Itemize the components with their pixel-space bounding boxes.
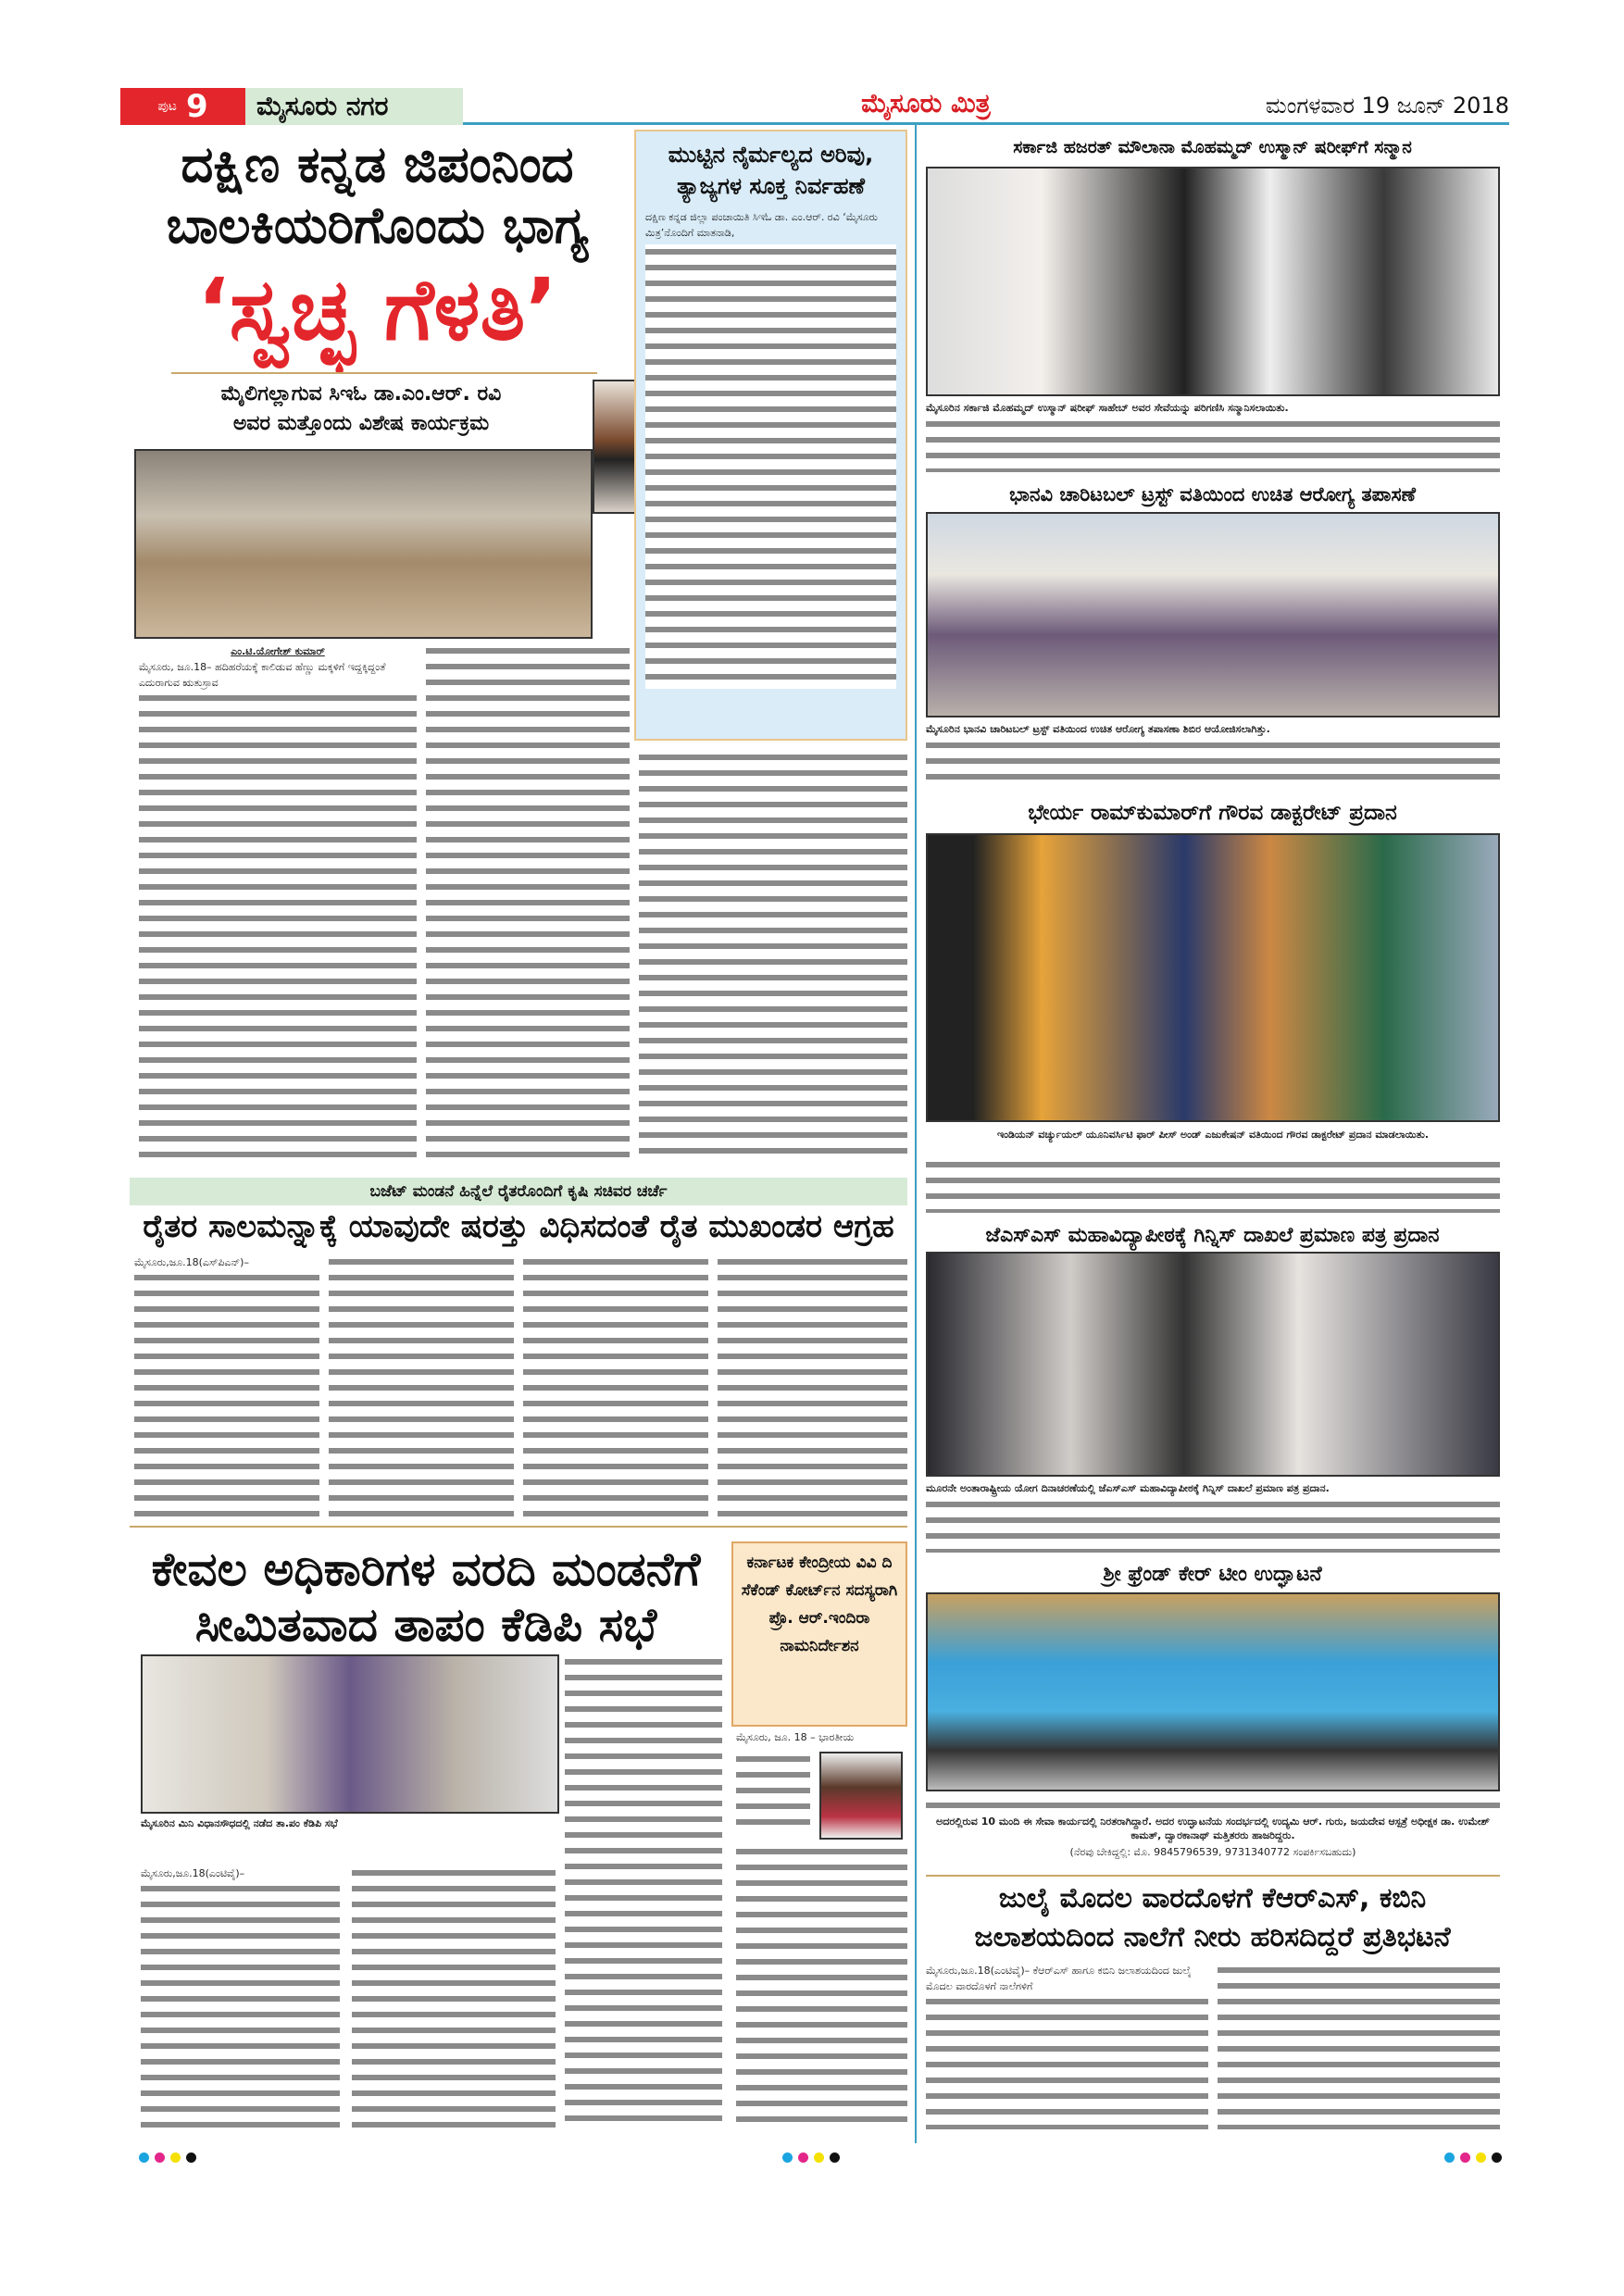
page-number: 9 bbox=[185, 88, 208, 125]
right-story-4-caption: ಮೂರನೇ ಅಂತಾರಾಷ್ಟ್ರೀಯ ಯೋಗ ದಿನಾಚರಣೆಯಲ್ಲಿ ಜೆಎಸ್‌ಎಸ್ ಮಹಾವಿದ್ಯಾಪೀಠಕ್ಕೆ ಗಿನ್ನಿಸ್ ದಾಖಲೆ ಪ್ರಮಾಣ ಪತ್ರ ಪ್ರದಾನ. bbox=[926, 1482, 1330, 1494]
right-story-2-caption: ಮೈಸೂರಿನ ಭಾನವಿ ಚಾರಿಟಬಲ್ ಟ್ರಸ್ಟ್ ವತಿಯಿಂದ ಉಚಿತ ಆರೋಗ್ಯ ತಪಾಸಣಾ ಶಿಬಿರ ಆಯೋಜಿಸಲಾಗಿತ್ತು. bbox=[926, 723, 1270, 735]
color-registration-marks bbox=[1444, 2152, 1502, 2163]
krs-headline bbox=[923, 1879, 1502, 1957]
sidebar-box bbox=[634, 130, 907, 741]
masthead-logo: ಮೈಸೂರು ಮಿತ್ರ bbox=[861, 88, 991, 119]
right-story-4-headline: ಜೆಎಸ್‌ಎಸ್ ಮಹಾವಿದ್ಯಾಪೀಠಕ್ಕೆ ಗಿನ್ನಿಸ್ ದಾಖಲೆ ಪ್ರಮಾಣ ಪತ್ರ ಪ್ರದಾನ bbox=[985, 1224, 1440, 1247]
kdp-headline-line1: ಕೇವಲ ಅಧಿಕಾರಿಗಳ ವರದಿ ಮಂಡನೆಗೆ bbox=[151, 1542, 701, 1596]
sidebar-title: ಮುಟ್ಟಿನ ನೈರ್ಮಲ್ಯದ ಅರಿವು, ತ್ಯಾಜ್ಯಗಳ ಸೂಕ್ತ ನಿರ್ವಹಣೆ bbox=[668, 142, 874, 199]
lead-photo-rain-girl bbox=[134, 449, 593, 639]
kdp-body-col3 bbox=[565, 1654, 722, 2129]
right-story-2-caption-cont bbox=[926, 738, 1500, 789]
right-story-5-photo bbox=[926, 1592, 1500, 1791]
right-story-3-caption: ಇಂಡಿಯನ್ ವರ್ಚ್ಯುಯಲ್ ಯೂನಿವರ್ಸಿಟಿ ಫಾರ್ ಪೀಸ್ ಅಂಡ್ ಎಜುಕೇಷನ್ ವತಿಯಿಂದ ಗೌರವ ಡಾಕ್ಟರೇಟ್ ಪ್ರದಾನ ಮಾಡಲಾಯಿತು. bbox=[996, 1129, 1430, 1141]
kdp-caption: ಮೈಸೂರಿನ ಮಿನಿ ವಿಧಾನಸೌಧದಲ್ಲಿ ನಡೆದ ತಾ.ಪಂ ಕೆಡಿಪಿ ಸಭೆ bbox=[141, 1817, 338, 1829]
farmers-body-col2 bbox=[329, 1254, 514, 1518]
lead-headline-red: ‘ಸ್ವಚ್ಛ ಗೆಳತಿ’ bbox=[196, 260, 558, 359]
krs-body-col2 bbox=[1218, 1963, 1500, 2129]
indira-body bbox=[736, 1752, 810, 1830]
indira-body-start: ಮೈಸೂರು, ಜೂ. 18 – ಭಾರತೀಯ bbox=[736, 1731, 855, 1743]
krs-headline-line1: ಜುಲೈ ಮೊದಲ ವಾರದೊಳಗೆ ಕೆಆರ್‌ಎಸ್, ಕಬಿನಿ bbox=[998, 1882, 1427, 1915]
right-story-3-caption-cont bbox=[926, 1157, 1500, 1213]
indira-body-cont bbox=[736, 1844, 907, 2129]
sidebar-body-cont bbox=[639, 750, 907, 1157]
right-story-1-caption: ಮೈಸೂರಿನ ಸರ್ಕಾಜಿ ಮೊಹಮ್ಮದ್ ಉಸ್ಮಾನ್ ಷರೀಫ್ ಸಾಹೇಬ್ ಅವರ ಸೇವೆಯನ್ನು ಪರಿಗಣಿಸಿ ಸನ್ಮಾನಿಸಲಾಯಿತು. bbox=[926, 402, 1289, 414]
farmers-kicker: ಬಜೆಟ್ ಮಂಡನೆ ಹಿನ್ನೆಲೆ ರೈತರೊಂದಿಗೆ ಕೃಷಿ ಸಚಿವರ ಚರ್ಚೆ bbox=[130, 1178, 907, 1205]
krs-body-col1 bbox=[926, 1994, 1208, 2129]
farmers-body-col4 bbox=[718, 1254, 907, 1518]
kdp-body-start: ಮೈಸೂರು,ಜೂ.18(ಎಂಟಿವೈ)– bbox=[141, 1867, 245, 1879]
header-rule bbox=[463, 122, 1509, 125]
right-story-1-caption-cont bbox=[926, 417, 1500, 472]
right-story-5-headline: ಶ್ರೀ ಫ್ರೆಂಡ್ ಕೇರ್ ಟೀಂ ಉದ್ಘಾಟನೆ bbox=[1103, 1563, 1322, 1586]
right-story-5-caption-line1 bbox=[926, 1798, 1500, 1814]
kdp-body-col2 bbox=[352, 1866, 556, 2129]
color-registration-marks bbox=[139, 2152, 196, 2163]
page-label: ಪುಟ bbox=[157, 99, 177, 114]
kdp-headline-line2: ಸೀಮಿತವಾದ ತಾಪಂ ಕೆಡಿಪಿ ಸಭೆ bbox=[194, 1598, 657, 1652]
right-story-2-photo bbox=[926, 512, 1500, 718]
right-story-3-photo bbox=[926, 833, 1500, 1122]
issue-date: ಮಂಗಳವಾರ 19 ಜೂನ್ 2018 bbox=[1265, 93, 1509, 119]
right-story-4-caption-cont bbox=[926, 1497, 1500, 1553]
divider bbox=[171, 372, 597, 374]
right-story-5-contact: (ನೆರವು ಬೇಕಿದ್ದಲ್ಲಿ: ಮೊ. 9845796539, 9731340772 ಸಂಪರ್ಕಿಸಬಹುದು) bbox=[1069, 1846, 1356, 1858]
column-divider bbox=[915, 125, 917, 2143]
indira-title: ಕರ್ನಾಟಕ ಕೇಂದ್ರೀಯ ವಿವಿ ದಿ ಸೆಕೆಂಡ್ ಕೋರ್ಟ್‌ನ ಸದಸ್ಯರಾಗಿ ಪ್ರೊ. ಆರ್.ಇಂದಿರಾ ನಾಮನಿರ್ದೇಶನ bbox=[741, 1554, 898, 1655]
right-story-4-photo bbox=[926, 1252, 1500, 1477]
lead-body-col1 bbox=[139, 691, 417, 1158]
section-title: ಮೈಸೂರು ನಗರ bbox=[245, 88, 463, 125]
krs-body-start: ಮೈಸೂರು,ಜೂ.18(ಎಂಟಿವೈ)– ಕೆಆರ್‌ಎಸ್ ಹಾಗೂ ಕಬಿನಿ ಜಲಾಶಯದಿಂದ ಜುಲೈ ಮೊದಲ ವಾರದೊಳಗೆ ನಾಲೆಗಳಿಗೆ bbox=[926, 1965, 1192, 1992]
farmers-body-col1 bbox=[134, 1270, 319, 1518]
lead-body-start: ಮೈಸೂರು, ಜೂ.18– ಹದಿಹರೆಯಕ್ಕೆ ಕಾಲಿಡುವ ಹೆಣ್ಣು ಮಕ್ಕಳಿಗೆ ಇದ್ದಕ್ಕಿದ್ದಂತೆ ಎದುರಾಗುವ ಋತುಸ್ರಾವ bbox=[139, 661, 386, 689]
farmers-body-start: ಮೈಸೂರು,ಜೂ.18(ಎಸ್‌ಪಿಎನ್)– bbox=[134, 1256, 249, 1268]
kdp-headline bbox=[130, 1541, 722, 1653]
right-story-3-headline: ಭೇರ್ಯ ರಾಮ್‌ಕುಮಾರ್‌ಗೆ ಗೌರವ ಡಾಕ್ಟರೇಟ್ ಪ್ರದಾನ bbox=[1028, 801, 1397, 825]
sidebar-body-start: ದಕ್ಷಿಣ ಕನ್ನಡ ಜಿಲ್ಲಾ ಪಂಚಾಯಿತಿ ಸಿಇಓ ಡಾ. ಎಂ.ಆರ್. ರವಿ ‘ಮೈಸೂರು ಮಿತ್ರ’ನೊಂದಿಗೆ ಮಾತನಾಡಿ, bbox=[645, 211, 878, 239]
subhead-line1: ಮೈಲಿಗಲ್ಲಾಗುವ ಸಿಇಓ ಡಾ.ಎಂ.ಆರ್. ರವಿ bbox=[220, 382, 502, 406]
lead-headline bbox=[125, 134, 630, 256]
right-story-5-caption: ಅದರಲ್ಲಿರುವ 10 ಮಂದಿ ಈ ಸೇವಾ ಕಾರ್ಯದಲ್ಲಿ ನಿರತರಾಗಿದ್ದಾರೆ. ಅದರ ಉದ್ಘಾಟನೆಯ ಸಂದರ್ಭದಲ್ಲಿ ಉದ್ಯಮಿ ಆರ್. ಗುರು, ಜಯದೇವ ಆಸ್ಪತ್ರೆ ಅಧೀಕ್ಷಕ ಡಾ. ಉಮೇಶ್ ಕಾಮತ್, ದ್ವಾರಕಾನಾಥ್ ಮತ್ತಿತರರು ಹಾಜರಿದ್ದರು. bbox=[936, 1816, 1490, 1841]
kdp-body-col1 bbox=[141, 1881, 340, 2129]
color-registration-marks bbox=[782, 2152, 840, 2163]
byline: ಎಂ.ಟಿ.ಯೋಗೇಶ್ ಕುಮಾರ್ bbox=[231, 645, 325, 657]
lead-body-col2 bbox=[426, 643, 630, 1158]
divider bbox=[926, 1875, 1500, 1877]
right-story-1-headline: ಸರ್ಕಾಜಿ ಹಜರತ್ ಮೌಲಾನಾ ಮೊಹಮ್ಮದ್ ಉಸ್ಮಾನ್ ಷರೀಫ್‌ಗೆ ಸನ್ಮಾನ bbox=[1013, 137, 1412, 157]
sidebar-body bbox=[645, 244, 896, 689]
indira-box bbox=[731, 1541, 907, 1727]
krs-headline-line2: ಜಲಾಶಯದಿಂದ ನಾಲೆಗೆ ನೀರು ಹರಿಸದಿದ್ದರೆ ಪ್ರತಿಭಟನೆ bbox=[974, 1921, 1451, 1953]
farmers-body-col3 bbox=[523, 1254, 708, 1518]
lead-headline-line1: ದಕ್ಷಿಣ ಕನ್ನಡ ಜಿಪಂನಿಂದ bbox=[181, 135, 574, 193]
right-story-1-photo bbox=[926, 167, 1500, 396]
indira-portrait-photo bbox=[819, 1752, 903, 1840]
divider bbox=[130, 1526, 907, 1528]
right-story-2-headline: ಭಾನವಿ ಚಾರಿಟಬಲ್ ಟ್ರಸ್ಟ್ ವತಿಯಿಂದ ಉಚಿತ ಆರೋಗ್ಯ ತಪಾಸಣೆ bbox=[1009, 483, 1416, 505]
page-number-badge bbox=[120, 88, 245, 125]
kdp-meeting-photo bbox=[141, 1654, 559, 1814]
farmers-headline: ರೈತರ ಸಾಲಮನ್ನಾಕ್ಕೆ ಯಾವುದೇ ಷರತ್ತು ವಿಧಿಸದಂತೆ ರೈತ ಮುಖಂಡರ ಆಗ್ರಹ bbox=[143, 1208, 894, 1245]
lead-headline-line2: ಬಾಲಕಿಯರಿಗೊಂದು ಭಾಗ್ಯ bbox=[166, 196, 589, 255]
subhead-line2: ಅವರ ಮತ್ತೊಂದು ವಿಶೇಷ ಕಾರ್ಯಕ್ರಮ bbox=[232, 412, 490, 435]
lead-subheadline bbox=[130, 380, 593, 439]
